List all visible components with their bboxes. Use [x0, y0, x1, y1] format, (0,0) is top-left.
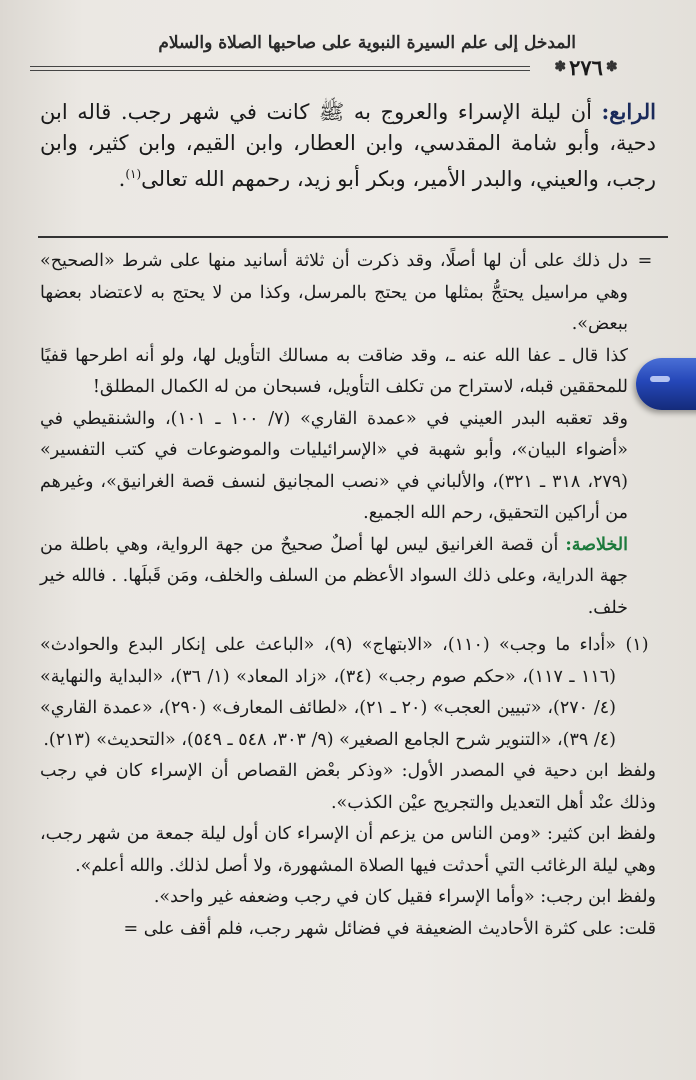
header-rule-line	[30, 66, 530, 67]
main-paragraph	[40, 96, 656, 195]
footnote-reference: (١)	[125, 167, 142, 181]
continued-note-text: دل ذلك على أن لها أصلًا، وقد ذكرت أن ثلاثة أسانيد منها على شرط «الصحيح» وهي مراسيل يحتجُّ بمثلها من يحتج بالمرسل، وكذا من لا يحتج به لاعتضاد بعضها ببعض».	[40, 251, 628, 334]
continued-note-paragraph	[40, 246, 656, 341]
conclusion-text: أن قصة الغرانيق ليس لها أصلٌ صحيحٌ من جهة الرواية، وهي باطلة من جهة الدراية، وعلى ذلك السواد الأعظم من السلف والخلف، ومَن قَبلَها. . فالله خير خلف.	[40, 534, 628, 618]
running-header-title: المدخل إلى علم السيرة النبوية على صاحبها الصلاة والسلام	[158, 33, 576, 53]
footnote-text: «أداء ما وجب» (١١٠)، «الابتهاج» (٩)، «الباعث على إنكار البدع والحوادث» (١١٦ ـ ١١٧)، «حكم صوم رجب» (٣٤)، «زاد المعاد» (١/ ٣٦)، «البداية والنهاية» (٤/ ٢٧٠)، «تبيين العجب» (٢٠ ـ ٢١)، «لطائف المعارف» (٢٩٠)، «عمدة القاري» (٤/ ٣٩)، «التنوير شرح الجامع الصغير» (٩/ ٣٠٣، ٥٤٨ ـ ٥٤٩)، «التحديث» (٢١٣).	[40, 635, 616, 750]
point-lead: الرابع:	[601, 99, 656, 124]
page-number: ٢٧٦	[569, 54, 603, 80]
main-paragraph-text: أن ليلة الإسراء والعروج به ﷺ كانت في شهر رجب. قاله ابن دحية، وأبو شامة المقدسي، وابن العطار، وابن القيم، وابن كثير، وابن رجب، والعيني، والبدر الأمير، وبكر أبو زيد، رحمهم الله تعالى	[40, 100, 656, 191]
footnotes-section	[40, 246, 656, 945]
continuation-mark: =	[637, 251, 653, 271]
note-paragraph: كذا قال ـ عفا الله عنه ـ، وقد ضاقت به مسالك التأويل لها، ولو أنه اطرحها قفيًا للمحققين قبله، لاستراح من تكلف التأويل، فسبحان من له الكمال المطلق!	[40, 345, 628, 397]
footnote-paragraph: ولفظ ابن كثير: «ومن الناس من يزعم أن الإسراء كان أول ليلة جمعة من شهر رجب، وهي ليلة الرغائب التي أحدثت فيها الصلاة المشهورة، ولا أصل لذلك. والله أعلم».	[40, 824, 656, 876]
pen-highlight	[650, 376, 670, 382]
conclusion-label: الخلاصة:	[565, 534, 628, 555]
ornament-icon: ✽	[554, 59, 567, 75]
blue-pen	[636, 358, 696, 410]
footnote-paragraph: ولفظ ابن دحية في المصدر الأول: «وذكر بعْض القصاص أن الإسراء كان في رجب وذلك عنْد أهل التعديل والتجريح عيْن الكذب».	[40, 761, 656, 813]
footnote-1	[40, 630, 656, 756]
continuation-mark: =	[123, 918, 139, 939]
main-paragraph-end: .	[118, 167, 126, 191]
footnote-paragraph: ولفظ ابن رجب: «وأما الإسراء فقيل كان في رجب وضعفه غير واحد».	[153, 887, 656, 907]
conclusion-paragraph	[40, 530, 656, 625]
footnote-number: (١)	[625, 635, 649, 655]
header-rule	[30, 66, 530, 72]
footnote-divider	[38, 236, 668, 238]
ornament-icon: ✽	[605, 59, 618, 75]
note-paragraph: وقد تعقبه البدر العيني في «عمدة القاري» (٧/ ١٠٠ ـ ١٠١)، والشنقيطي في «أضواء البيان»، وأبو شهبة في «الإسرائيليات والموضوعات في كتب التفسير» (٢٧٩، ٣١٨ ـ ٣٢١)، والألباني في «نصب المجانيق لنسف قصة الغرانيق»، وغيرهم من أراكين التحقيق، رحم الله الجميع.	[40, 408, 628, 523]
footnote-paragraph-text: قلت: على كثرة الأحاديث الضعيفة في فضائل شهر رجب، فلم أقف على	[143, 918, 656, 939]
header-rule-line	[30, 70, 530, 71]
page-number-box	[530, 52, 642, 82]
footnote-paragraph-last	[40, 914, 656, 946]
